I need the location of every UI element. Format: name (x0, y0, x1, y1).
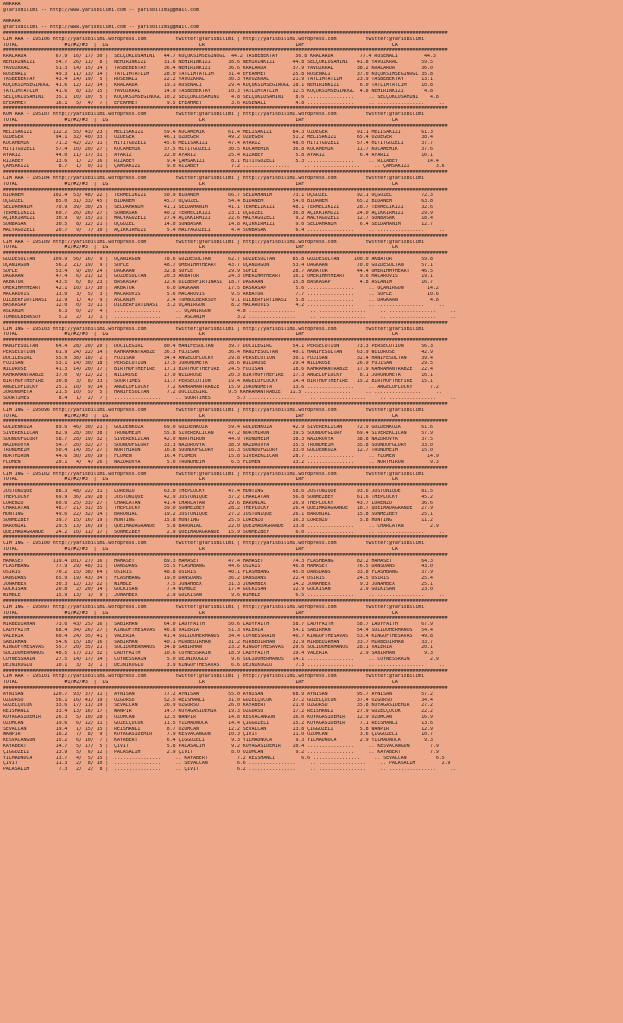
table-row: HUNTING 49.6 22/ 32/ 14 | BARONIAL 19.2 JUSTUNIQUE 27.2 JUSTUNIQUE 26.1 BARONIAL 15.8 SÖNMEZBEY 25.1 (3, 512, 433, 518)
table-row: FLASHBANG 77.9 29/ 48/ 31 | DANSDANS 55.5 FLASHBANG 44.6 OSIRIS 46.8 HAMASET 76.5 DANSDANS 43.0 (3, 564, 433, 570)
table-row: BARONIAL 29.5 13/ 16/ 19 | QUEIMADAGRANDE 5.8 BARONIAL 22.0 QUEIMADAGRANDE 13.8 ................ .. CHARLATAN 2.9 (3, 523, 439, 529)
table-row: ÜÇGÜZEL 85.0 31/ 33/ 45 | BIDANEM 45.7 ÜÇGÜZEL 54.4 BIDANEM 54.0 BIDANEM 65.2 BIDANEM 63.8 (3, 199, 433, 205)
table-row: KAYABERT 14.7 5/ 17/ 5 | ÇIVIT 5.8 PALASALIH 9.2 KÖYAGASIDEMIR 10.4 ................ .. KESVACANGÜN 7.9 (3, 744, 439, 749)
column-header: TOTAL #1/#2/#3 | LG LR LRF LA (3, 332, 398, 338)
table-row: OSIRIS 70.2 15/ 38/ 64 | OSIRIS 48.8 OSIRIS 40.1 FLASHBANG 45.0 DANSDANS 33.8 FLASHBANG 37.9 (3, 570, 433, 576)
table-row: GÜLKISAN 20.8 2/ 20/ 14 | GÜLKISAN 7.4 WIMBLE 17.4 GÜLKISAN 12.9 GÜLKISAN 2.9 GÜLKISAN 23.0 (3, 587, 433, 593)
race-title: CIM ING - 195102 http://yarisbilimi.wordpress.com twitter:@YarisBilimi | http://yarisbilimi.wordpress.com twitter:@YarisBilimi (3, 471, 425, 477)
column-header: TOTAL #1/#2/#3 | LG LR LRF LA (3, 610, 398, 616)
separator-line: ######################################################################################################################################################## (3, 668, 448, 674)
table-row: VALERIA 60.4 24/ 35/ 41 | VALERIA 41.4 SOLIDOHERMANOS 34.4 COYNESSRAIN 40.7 KINGOFTHESAVAS 53.4 KINGOFTHESAVAS 49.8 (3, 633, 433, 639)
race-title: CIM ING - 195096 http://yarisbilimi.wordpress.com twitter:@YarisBilimi | http://yarisbilimi.wordpress.com twitter:@YarisBilimi (3, 407, 425, 413)
table-row: WANPIR 16.2 7/ 8/ 9 | KÖYAGASIDEMIR 7.9 KESVACANGÜN 10.3 ÇIVIT 11.0 ÖZÜMCAN 3.6 ÇIGGÜZELI 10.7 (3, 732, 433, 738)
header-line: @YarisBilimi -- http://www.yarisbilimi.com -- yarisbilimi@gmail.com (3, 25, 199, 31)
race-title: CIM ARA - 195109 http://yarisbilimi.wordpress.com twitter:@YarisBilimi | http://yarisbilimi.wordpress.com twitter:@YarisBilimi (3, 239, 425, 245)
table-row: KRALARDA 67.9 16/ 17/ 30 | SELÇUKLUSAHINI 44.7 KÜÇÜKSIMSEGINOGL 44.2 TASBEBEKTAY 56.8 KRALARDA 77.4 RUSENALI 44.3 (3, 54, 436, 60)
table-row: PALASALIH 7.3 2/ 2/ 8 | ................ .. ÇIVIT 6.2 ................ .. ................ .. ................ .. (3, 767, 457, 773)
table-row: ÇIGGÜZELI 13.9 5/ 6/ 12 | PALASALIH 2.9 ÇIVIT 8.0 ÖZÜMCAN 9.2 ................ .. KAYABERT 7.9 (3, 749, 439, 755)
table-row: DEJNIKOĞLU 10.1 3/ 3/ 1 | DEJNIKOĞLU 3.9 KINGOFTHESAVAS 6.6 DEJNIKOĞLU 7.3 ................ .. ................ .. (3, 662, 445, 668)
table-row: DOCILEGIRL 55.0 38/ 18/ 2 | FUJISAN 34.4 ANGELOFLUCKY 29.8 PERSECUTION 30.1 FUJISAN 32.4 HANIFESULTAN 39.4 (3, 355, 433, 361)
separator-line: ######################################################################################################################################################## (3, 419, 448, 425)
column-header: TOTAL #1/#2/#3 | LG LR LRF LA (3, 181, 398, 187)
separator-line: ######################################################################################################################################################## (3, 483, 448, 489)
separator-line: ######################################################################################################################################################## (3, 465, 448, 471)
table-row: WIMBLE 15.9 13/ 1/ 9 | JONAHBEX 2.9 GÜLKISAN 9.6 WIMBLE 6.5 ................ .. ................ .. (3, 593, 445, 599)
separator-line: ######################################################################################################################################################## (3, 48, 448, 54)
table-row: ÇIVIT 11.3 2/ 8/ 10 | ................ .. SEVALCAN 6.6 ................ .. ................ .. PALASALIH 2.9 (3, 761, 451, 767)
separator-line: ######################################################################################################################################################## (3, 233, 448, 239)
table-row: SABIRHAN 54.6 15/ 18/ 16 | SABIRHAN 40.1 MIRBEDIRHAN 31.2 MIRBEDIRHAN 32.9 MIRBEDIRHAN 33.7 MIRBEDIRHAN 33.7 (3, 639, 433, 645)
table-row: MALYAGÜZELI 20.7 9/ 7/ 10 | AÇIKKIRMIZI 5.4 MALYAGÜZELI 4.4 SONBASAK 6.4 ................ .. ................ .. (3, 228, 445, 234)
table-row: DAGKAAN 47.4 6/ 21/ 12 | GÖZDESULTAN 20.3 AKBATUR 24.3 ÖMERIHMYHEART 16.1 ÖMERIHMYHEART 9.6 MACAROVIS 19.1 (3, 274, 433, 280)
table-row: SÖNMEZBEY 39.7 15/ 16/ 19 | HUNTING 15.8 HUNTING 25.5 LORENZO 16.3 LORENZO 5.8 HUNTING 11.2 (3, 517, 433, 523)
table-row: TRONDHEIM 50.4 14/ 35/ 27 | NORTHIRON 16.8 SOUNDOFGLORY 16.3 SOUNDOFGLORY 33.0 GOLDENKOZA 12.7 TRONDHEIM 15.0 (3, 448, 433, 454)
race-title: CIM ING - 195100 http://yarisbilimi.wordpress.com twitter:@YarisBilimi | http://yarisbilimi.wordpress.com twitter:@YarisBilimi (3, 541, 425, 547)
separator-line: ######################################################################################################################################################## (3, 401, 448, 407)
table-row: LADYFAITH 68.4 34/ 26/ 27 | KINGOFTHESAVAS 46.8 VALERIA 51.3 VALERIA 54.1 SABIRHAN 54.4 SOLIDOHERMANOS 54.4 (3, 628, 433, 634)
column-header: TOTAL #1/#2/#3 | LG LR LRF LA (3, 680, 398, 686)
table-row: JURONOMETA 21.5 10/ 5/ 5 | HANIFESULTAN 7.2 DOCILEGIRL 9.5 KAHRAMANTRABZE 11.5 ................ .. ................ .. (3, 390, 442, 396)
table-row: REISHANLI 33.4 13/ 16/ 17 | WANPIR 14.7 KÖYAGASIDEMIR 19.3 ÖZGÜRSU 17.2 REISHANLI 27.9 GÜZELÇOCUK 22.2 (3, 709, 433, 715)
race-title: CIM ARA - 195101 http://yarisbilimi.wordpress.com twitter:@YarisBilimi | http://yarisbilimi.wordpress.com twitter:@YarisBilimi (3, 674, 425, 680)
race-title: CIM ARA - 195106 http://yarisbilimi.wordpress.com twitter:@YarisBilimi | http://yarisbilimi.wordpress.com twitter:@YarisBilimi (3, 36, 425, 42)
table-row: MELISAKIZI 112.2 55/ 43/ 23 | MELISAKIZI 59.4 KOCAMEMIK 61.4 MELISAKIZI 84.3 ÖZDEGER 91.1 MELISAKIZI 61.3 (3, 129, 433, 135)
table-row: DILBERFIRTINASI 12.9 1/ 4/ 9 | ASLANIM 2.4 TUMBULBERKSOY 9.1 DILBERFIRTINASI 5.8 ................ .. DAGKAAN 4.8 (3, 297, 439, 303)
separator-line: ######################################################################################################################################################## (3, 338, 448, 344)
header-line: @TarisBilimi -- http://www.yarisbilimi.com -- yarisbilimi@gmail.com (3, 7, 199, 13)
separator-line: ######################################################################################################################################################## (3, 123, 448, 129)
race-title: CIM ING - 195103 http://yarisbilimi.wordpress.com twitter:@YarisBilimi | http://yarisbilimi.wordpress.com twitter:@YarisBilimi (3, 326, 425, 332)
table-row: KOCAMEMIK 71.2 42/ 22/ 11 | HITITGÜZELI 45.6 MELISAKIZI 47.4 AYARIZ 48.0 HITITGÜZELI 57.4 HITITGÜZELI 37.7 (3, 141, 433, 147)
table-row: AÇIKKIRMIZI 30.9 9/ 15/ 21 | MALYAGÜZELI 27.4 AÇIKKIRMIZI 22.6 MALYAGÜZELI 9.2 MALYAGÜZELI 12.7 SONBASAK 18.4 (3, 216, 433, 222)
race-title: CIM ING - 195097 http://yarisbilimi.wordpress.com twitter:@YarisBilimi | http://yarisbilimi.wordpress.com twitter:@YarisBilimi (3, 604, 425, 610)
table-row: MIRBEDIRHAN 73.6 43/ 25/ 16 | SABIRHAN 64.0 LADYFAITH 50.6 LADYFAITH 58.7 LADYFAITH 58.7 LADYFAITH 67.9 (3, 622, 433, 628)
table-row: LORENZO 60.0 25/ 33/ 27 | CHARLATAN 41.4 CHARLATAN 29.6 BARONIAL 26.9 THEPLUCKY 43.7 LORENZO 36.6 (3, 500, 433, 506)
header-line: ANKARA (3, 2, 21, 7)
table-row: RIZABEY 13.6 1/ 2/ 16 | RIZABEY 9.4 ÇAMSAKIZI 8.1 HITITGÜZELI 5.3 ................ .. RIZABEY 14.4 (3, 158, 439, 164)
table-row: DANSDANS 65.9 19/ 43/ 34 | FLASHBANG 19.0 DANSDANS 36.2 DANSDANS 22.4 OSIRIS 24.5 OSIRIS 25.4 (3, 575, 433, 581)
table-row: ÇAMSAKIZI 8.7 1/ 0/ 11 | ÇAMSAKIZI 9.0 RIZABEY 7.2 ................ .. ................ .. ÇAMSAKIZI 3.6 (3, 164, 445, 170)
table-row: AYARIZ 44.0 11/ 17/ 31 | AYARIZ 22.0 AYARIZ 25.4 RIZABEY 5.8 AYARIZ 6.4 AYARIZ 16.1 (3, 152, 433, 158)
table-row: JONAHBEX 30.3 12/ 13/ 22 | WIMBLE 7.5 JONAHBEX 31.3 JONAHBEX 14.2 JONAHBEX 9.3 JONAHBEX 25.1 (3, 581, 433, 587)
separator-line: ######################################################################################################################################################## (3, 599, 448, 605)
table-row: SOLIDOHERMANOS 48.5 17/ 21/ 32 | LADYFAITH 10.6 COYNESSRAIN 18.9 LADYFAITH 19.4 VALERIA 2.9 SABIRHAN 9.3 (3, 651, 433, 657)
column-header: TOTAL #1/#2/#3 | LG LR LRF LA (3, 477, 398, 483)
table-row: FLUMEN 20.1 4/ 4/ 26 | NAZDROVYA 5.0 TRONDHEIM 6.5 FLUMEN 13.2 ................ .. NORTHIRON 9.3 (3, 459, 439, 465)
separator-line: ######################################################################################################################################################## (3, 251, 448, 257)
header-line: ANKARA (3, 19, 21, 25)
table-row: QUEIMADAGRANDE 24.2 10/ 11/ 17 | SÖNMEZBEY 2.9 QUEIMADAGRANDE 15.9 SÖNMEZBEY 6.0 ................ .. ................ .. (3, 529, 445, 535)
table-row: UÇANIRGÜN 56.2 21/ 19/ 9 | SUFLE 48.7 ÖMERIHMYHEART 43.7 UÇANIRGÜN 53.4 DAGKAAN 70.0 GÖZDESULTAN 57.1 (3, 262, 433, 268)
table-row: SOURTIMES 8.4 1/ 2/ 7 | ................ .. SOURTIMES 5.7 ................ .. ................ .. ................ .. (3, 396, 457, 402)
table-row: SONBASAK 30.5 8/ 12/ 21 | ÜÇGÜZEL 14.0 SONBASAK 14.8 AÇIKKIRMIZI 9.0 SELDAHANIM 6.4 SELDAHANIM 12.7 (3, 222, 433, 228)
table-row: GÜZELÇOCUK 33.6 17/ 11/ 19 | SEVALCAN 26.9 ÖZGÜRSU 26.0 KAYABERT 21.0 ÖZGÜRSU 35.8 KÖYAGASIDEMIR 27.2 (3, 703, 433, 709)
table-row: ANGELOFLUCKY 25.1 10/ 9/ 14 | ANGELOFLUCKY 7.2 KAHRAMANTRABZE 15.9 JURONOMETA 13.6 ................ .. ANGELOFLUCKY 7.2 (3, 384, 439, 390)
table-row: TASBEBEKTAY 43.4 14/ 19/ 5 | RUSENALI 22.2 YAVUZKRAL 30.3 YAVUZKRAL 21.9 TATLIMTATLIM 23.9 TASBEBEKTAY 13.1 (3, 77, 433, 83)
table-row: SELDAHANIM 70.9 39/ 30/ 25 | SELDAHANIM 41.1 SELDAHANIM 41.1 TERMELIKIZI 48.1 TERMELIKIZI 28.7 TERMELIKIZI 32.6 (3, 204, 433, 210)
separator-line: ######################################################################################################################################################## (3, 187, 448, 193)
table-row: GÖZDESULTAN 109.9 56/ 16/ 9 | UÇANIRGÜN 78.6 GÖZDESULTAN 62.7 GÖZDESULTAN 85.8 GÖZDESULTAN 100.0 AKBATUR 59.8 (3, 257, 433, 263)
separator-line: ######################################################################################################################################################## (3, 535, 448, 541)
table-row: MACAROVIS 13.0 3/ 5/ 3 | MACAROVIS 5.6 MACAROVIS 9.5 AKBATUR 7.7 ................ .. SUFLE 10.6 (3, 291, 439, 297)
separator-line: ######################################################################################################################################################## (3, 170, 448, 176)
table-row: TERMELIKIZI 60.7 26/ 26/ 27 | SONBASAK 40.2 TERMELIKIZI 23.1 ÜÇGÜZEL 36.8 AÇIKKIRMIZI 24.0 AÇIKKIRMIZI 29.9 (3, 210, 433, 216)
table-row: KÖYAGASIDEMIR 26.3 5/ 10/ 28 | ÖZÜMCAN 12.5 WANPIR 14.8 KESVACANGÜN 16.0 KÖYAGASIDEMIR 12.9 ÖZÜMCAN 16.9 (3, 715, 433, 721)
table-row: JUSTUNIQUE 88.3 48/ 22/ 31 | LORENZO 63.0 THEPLUCKY 47.4 HUNTING 58.6 JUSTUNIQUE 93.6 JUSTUNIQUE 81.5 (3, 488, 433, 494)
table-row: HITITGÜZELI 57.4 10/ 20/ 27 | KOCAMEMIK 37.5 HITITGÜZELI 30.5 KOCAMEMIK 36.8 KOCAMEMIK 11.7 KOCAMEMIK 37.6 (3, 146, 433, 152)
table-row: NORTHIRON 44.6 30/ 20/ 19 | FLUMEN 16.4 FLUMEN 15.8 SIVEREKLICAN 28.7 ................ .. FLUMEN 14.9 (3, 454, 439, 460)
table-row: SIVEREKLICAN 82.9 28/ 30/ 38 | TRONDHEIM 55.8 SIVEREKLICAN 47.2 NORTHIRON 39.5 SOUNDOFGLORY 69.4 SIVEREKLICAN 57.9 (3, 430, 433, 436)
column-header: TOTAL #1/#2/#3 | LG LR LRF LA (3, 546, 398, 552)
column-header: TOTAL #1/#2/#3 | LG LR LRF LA (3, 117, 398, 123)
table-row: HANIFESULTAN 64.4 28/ 20/ 20 | DOCILEGIRL 80.4 HANIFESULTAN 39.7 DOCILEGIRL 54.1 PERSECUTION 73.3 PERSECUTION 56.3 (3, 344, 433, 350)
table-row: CHARLATAN 48.7 21/ 31/ 35 | THEPLUCKY 39.0 SÖNMEZBEY 28.2 THEPLUCKY 26.4 QUEIMADAGRANDE 18.7 QUEIMADAGRANDE 27.9 (3, 506, 433, 512)
separator-line: ######################################################################################################################################################## (3, 320, 448, 326)
column-header: TOTAL #1/#2/#3 | LG LR LRF LA (3, 413, 398, 419)
table-row: SELÇUKLUSAHINI 35.1 10/ 10/ 5 | KÜÇÜKSIMSEGINOGL 10.2 SELÇUKLUSAHINI 4.8 SELÇUKLUSAHINI 8.6 ................ .. SELÇUKLUSAHINI 4.8 (3, 94, 439, 100)
separator-line: ######################################################################################################################################################## (3, 686, 448, 692)
separator-line: ######################################################################################################################################################## (3, 30, 448, 36)
table-row: KÜÇÜKSIMSEGINOGL 41.6 12/ 12/ 14 | KRALARDA 19.1 RUSENALI 29.4 KÜÇÜKSIMSEGINOGL 18.1 NEHIRINKIZI 6.0 TATLIMTATLIM 10.8 (3, 83, 433, 89)
table-row: BASKASAP 12.0 0/ 3/ 11 | DILBERFIRTINASI 3.2 UÇANIRGÜN 8.2 MACAROVIS 4.2 ................ .. ................ .. (3, 303, 445, 309)
table-row: TUMBULBERKSOY 5.2 2/ 1/ 1 | ................ .. ASLANIM 3.2 ................ .. ................ .. ................ .. (3, 315, 457, 321)
table-row: WILDROSE 41.3 14/ 20/ 17 | BIRTHOFTHEFIRE 17.1 BIRTHOFTHEFIRE 24.5 FUJISAN 18.6 KAHRAMANTRABZE 17.9 KAHRAMANTRABZE 22.4 (3, 367, 433, 373)
race-title: KUM ARA - 195107 http://yarisbilimi.wordpress.com twitter:@YarisBilimi | http://yarisbilimi.wordpress.com twitter:@YarisBilimi (3, 112, 425, 118)
table-row: GOLDENKOZA 89.6 46/ 30/ 21 | GOLDENKOZA 69.0 GOLDENKOZA 59.4 GOLDENKOZA 42.9 SIVEREKLICAN 72.9 GOLDENKOZA 61.6 (3, 425, 433, 431)
table-row: PERSECUTION 61.9 24/ 22/ 14 | KAHRAMANTRABZE 36.3 FUJISAN 36.4 HANIFESULTAN 40.1 HANIFESULTAN 63.9 WILDROSE 42.9 (3, 349, 433, 355)
table-row: SUFLE 53.4 9/ 20/ 24 | DAGKAAN 32.8 SUFLE 29.9 SUFLE 28.7 AKBATUR 44.4 ÖMERIHMYHEART 46.5 (3, 268, 433, 274)
table-row: SOUNDOFGLORY 58.7 28/ 19/ 32 | SIVEREKLICAN 42.0 NORTHIRON 44.9 TRONDHEIM 38.3 NAZDROVYA 38.8 NAZDROVYA 37.5 (3, 436, 433, 442)
column-header: TOTAL #1/#2/#3 | LG LR LRF LA (3, 245, 398, 251)
table-row: SEVALCAN 19.4 1/ 15/ 15 | REISHANLI 8.7 ÖZÜMCAN 12.2 SEVALCAN 13.8 ÇIGGÜZELI 5.8 WANPIR 12.9 (3, 726, 433, 732)
separator-line: ######################################################################################################################################################## (3, 106, 448, 112)
race-title: CIM ARA - 195104 http://yarisbilimi.wordpress.com twitter:@YarisBilimi | http://yarisbilimi.wordpress.com twitter:@YarisBilimi (3, 175, 425, 181)
table-row: RUSENALI 49.3 11/ 13/ 14 | TATLIMTATLIM 28.0 TATLIMTATLIM 31.4 EFEAHMET 25.8 RUSENALI 37.0 KÜÇÜKSIMSEGINOGL 35.8 (3, 71, 433, 77)
separator-line: ######################################################################################################################################################## (3, 552, 448, 558)
table-row: KINGOFTHESAVAS 55.7 20/ 35/ 21 | SOLIDOHERMANOS 34.8 SABIRHAN 23.2 KINGOFTHESAVAS 29.6 SOLIDOHERMANOS 28.1 VALERIA 20.1 (3, 645, 433, 651)
table-row: ÖMERIHMYHEART 42.1 10/ 17/ 10 | AKBATUR 6.0 DAGKAAN 17.5 BASKASAP 5.6 ................ .. UÇANIRGÜN 14.2 (3, 286, 439, 292)
table-row: BIRTHOFTHEFIRE 30.8 3/ 8/ 33 | SOURTIMES 11.7 PERSECUTION 19.4 ANGELOFLUCKY 14.4 BIRTHOFTHEFIRE 15.2 BIRTHOFTHEFIRE 15.1 (3, 378, 433, 384)
table-row: NEHIRINKIZI 54.7 26/ 11/ 8 | NEHIRINKIZI 31.6 NEHIRINKIZI 38.6 NEHIRINKIZI 44.8 SELÇUKLUSAHINI 41.8 YAVUZKRAL 59.5 (3, 59, 433, 65)
table-row: AYNISAN 120.7 93/ 37/ 11 | AYNISAN 77.2 AYNISAN 55.0 AYNISAN 68.9 AYNISAN 95.7 AYNISAN 57.2 (3, 691, 433, 697)
table-row: EFEAHMET 16.1 5/ 4/ 7 | EFEAHMET 9.5 EFEAHMET 3.6 RUSENALI 4.8 ................ .. ................ .. (3, 100, 445, 106)
table-row: COYNESSRAIN 27.5 14/ 17/ 14 | COYNESSRAIN 5.0 DEJNIKOĞLU 9.6 SOLIDOHERMANOS 14.1 ................ .. COYNESSRAIN 2.9 (3, 657, 439, 663)
table-row: KESVACANGÜN 15.2 6/ 10/ 7 | KAYABERT 6.4 ÇIGGÜZELI 9.3 YILMADNOCA 9.3 YILMADNOCA 2.9 YILMADNOCA 9.3 (3, 738, 433, 744)
table-row: NAZDROVYA 54.7 20/ 32/ 27 | SOUNDOFGLORY 33.3 NAZDROVYA 38.9 NAZDROVYA 35.5 TRONDHEIM 35.8 SOUNDOFGLORY 33.0 (3, 442, 433, 448)
table-row: YAVUZKRAL 51.3 14/ 15/ 14 | TASBEBEKTAY 36.4 NEHIRINKIZI 36.6 KRALARDA 37.9 YAVUZKRAL 38.2 KRALARDA 36.0 (3, 65, 433, 71)
column-header: TOTAL #1/#2/#3 | LG LR LRF LA (3, 42, 398, 48)
table-row: ÖZGÜRSU 56.1 16/ 41/ 19 | ÖZGÜRSU 52.5 REISHANLI 31.0 GÜZELÇOCUK 37.2 GÜZELÇOCUK 37.4 ÖZGÜRSU 34.4 (3, 697, 433, 703)
separator-line: ######################################################################################################################################################## (3, 616, 448, 622)
table-row: ÖZDEGER 94.1 32/ 40/ 33 | ÖZDEGER 46.1 ÖZDEGER 49.2 ÖZDEGER 51.2 MELISAKIZI 65.4 ÖZDEGER 38.4 (3, 135, 433, 141)
table-row: ÖZÜMCAN 19.6 6/ 12/ 11 | GÜZELÇOCUK 11.5 YILMADNOCA 14.4 ÇIGGÜZELI 15.2 KÖYAGASIDEMIR 7.1 REISHANLI 13.6 (3, 720, 433, 726)
table-row: FUJISAN 53.1 14/ 30/ 18 | PERSECUTION 17.5 JURONOMETA 28.6 WILDROSE 29.4 WILDROSE 26.9 FUJISAN 29.5 (3, 361, 433, 367)
table-row: BIDANEM 102.4 53/ 48/ 22 | TERMELIKIZI 50.9 BIDANEM 66.7 SELDAHANIM 73.1 ÜÇGÜZEL 92.1 ÜÇGÜZEL 72.3 (3, 193, 433, 199)
table-row: HAMASET 119.4 101/ 27/ 16 | HAMASET 89.3 HAMASET 47.4 HAMASET 74.3 FLASHBANG 82.2 HAMASET 64.3 (3, 558, 433, 564)
table-row: TATLIMTATLIM 41.6 8/ 13/ 15 | YAVUZKRAL 14.9 TASBEBEKTAY 10.3 TATLIMTATLIM 12.5 KÜÇÜKSIMSEGINOGL 4.8 NEHIRINKIZI 4.8 (3, 88, 433, 94)
table-row: YILMADNOCA 13.7 4/ 5/ 15 | ................ .. KAYABERT 7.2 REISHANLI 6.6 ................ .. SEVALCAN 6.5 (3, 755, 445, 761)
table-row: THEPLUCKY 69.9 36/ 29/ 28 | JUSTUNIQUE 42.9 JUSTUNIQUE 37.2 CHARLATAN 56.8 SÖNMEZBEY 61.6 THEPLUCKY 45.2 (3, 494, 433, 500)
table-row: AKBATUR 43.5 6/ 8/ 23 | BASKASAP 12.6 DILBERFIRTINASI 18.7 DAGKAAN 15.8 BASKASAP 4.8 ASLANIM 16.7 (3, 280, 433, 286)
table-row: ASLANIM 6.3 0/ 2/ 4 | ................ .. UÇANIRGÜN 4.8 ................ .. ................ .. ................ .. (3, 309, 457, 315)
table-row: KAHRAMANTRABZE 37.0 9/ 12/ 22 | WILDROSE 17.0 WILDROSE 20.3 BIRTHOFTHEFIRE 17.3 ANGELOFLUCKY 8.1 JURONOMETA 16.1 (3, 373, 433, 378)
